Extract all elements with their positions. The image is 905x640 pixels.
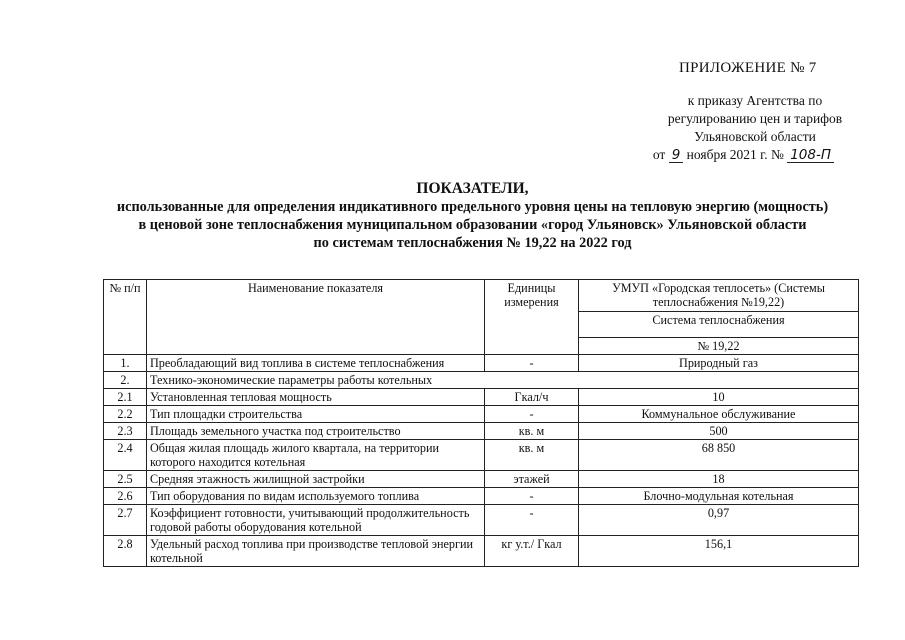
appendix-title: ПРИЛОЖЕНИЕ № 7 <box>679 60 817 76</box>
cell-num: 2.8 <box>104 536 147 567</box>
order-line: Ульяновской области <box>694 129 816 144</box>
header-unit: Единицы измерения <box>485 280 579 355</box>
cell-value: Блочно-модульная котельная <box>579 488 859 505</box>
header-system: Система теплоснабжения <box>579 311 859 337</box>
cell-name: Коэффициент готовности, учитывающий продолжительность годовой работы оборудования котельной <box>147 505 485 536</box>
cell-num: 2.7 <box>104 505 147 536</box>
table-row <box>104 423 859 440</box>
heading-line: ПОКАЗАТЕЛИ, <box>416 180 529 197</box>
table-row <box>104 355 859 372</box>
cell-value: 0,97 <box>579 505 859 536</box>
cell-name: Средняя этажность жилищной застройки <box>147 471 485 488</box>
header-system-number: № 19,22 <box>579 337 859 354</box>
cell-name: Технико-экономические параметры работы котельных <box>147 372 859 389</box>
indicators-table <box>103 279 859 567</box>
order-date-line <box>640 146 870 164</box>
cell-value: Природный газ <box>579 355 859 372</box>
cell-unit: - <box>485 406 579 423</box>
cell-name: Тип площадки строительства <box>147 406 485 423</box>
cell-name: Удельный расход топлива при производстве тепловой энергии котельной <box>147 536 485 567</box>
cell-unit: Гкал/ч <box>485 389 579 406</box>
cell-name: Установленная тепловая мощность <box>147 389 485 406</box>
table-row <box>104 440 859 471</box>
cell-num: 2.3 <box>104 423 147 440</box>
cell-unit: кв. м <box>485 440 579 471</box>
table-row <box>104 471 859 488</box>
order-number-handwritten: 108-П <box>787 148 834 163</box>
cell-name: Общая жилая площадь жилого квартала, на территории которого находится котельная <box>147 440 485 471</box>
cell-value: 156,1 <box>579 536 859 567</box>
cell-num: 2.1 <box>104 389 147 406</box>
cell-unit: кг у.т./ Гкал <box>485 536 579 567</box>
cell-unit: - <box>485 488 579 505</box>
cell-value: 18 <box>579 471 859 488</box>
cell-value: 500 <box>579 423 859 440</box>
order-line: регулированию цен и тарифов <box>667 111 843 126</box>
cell-value: 10 <box>579 389 859 406</box>
cell-name: Преобладающий вид топлива в системе теплоснабжения <box>147 355 485 372</box>
cell-unit: кв. м <box>485 423 579 440</box>
header-org: УМУП «Городская теплосеть» (Системы теплоснабжения №19,22) <box>579 280 859 312</box>
cell-unit: этажей <box>485 471 579 488</box>
date-middle: ноября 2021 г. № <box>686 147 784 162</box>
heading-line: в ценовой зоне теплоснабжения муниципальном образовании «город Ульяновск» Ульяновской области <box>138 217 807 233</box>
table-header-row <box>104 280 859 312</box>
table-row <box>104 389 859 406</box>
document-heading <box>90 180 855 252</box>
cell-num: 2.6 <box>104 488 147 505</box>
table-row <box>104 536 859 567</box>
cell-value: 68 850 <box>579 440 859 471</box>
cell-num: 2.2 <box>104 406 147 423</box>
heading-line: использованные для определения индикативного предельного уровня цены на тепловую энергию (мощность) <box>116 199 829 215</box>
cell-num: 2.5 <box>104 471 147 488</box>
date-day-handwritten: 9 <box>669 148 684 163</box>
cell-num: 1. <box>104 355 147 372</box>
table-row <box>104 406 859 423</box>
cell-unit: - <box>485 355 579 372</box>
date-prefix: от <box>652 147 666 162</box>
cell-name: Тип оборудования по видам используемого топлива <box>147 488 485 505</box>
cell-name: Площадь земельного участка под строительство <box>147 423 485 440</box>
heading-line: по системам теплоснабжения № 19,22 на 2022 год <box>313 235 632 251</box>
table-row <box>104 505 859 536</box>
cell-num: 2. <box>104 372 147 389</box>
header-name: Наименование показателя <box>147 280 485 355</box>
header-num: № п/п <box>104 280 147 355</box>
cell-value: Коммунальное обслуживание <box>579 406 859 423</box>
cell-unit: - <box>485 505 579 536</box>
order-line: к приказу Агентства по <box>687 93 823 108</box>
order-reference <box>640 92 870 164</box>
table-row <box>104 488 859 505</box>
cell-num: 2.4 <box>104 440 147 471</box>
table-row <box>104 372 859 389</box>
